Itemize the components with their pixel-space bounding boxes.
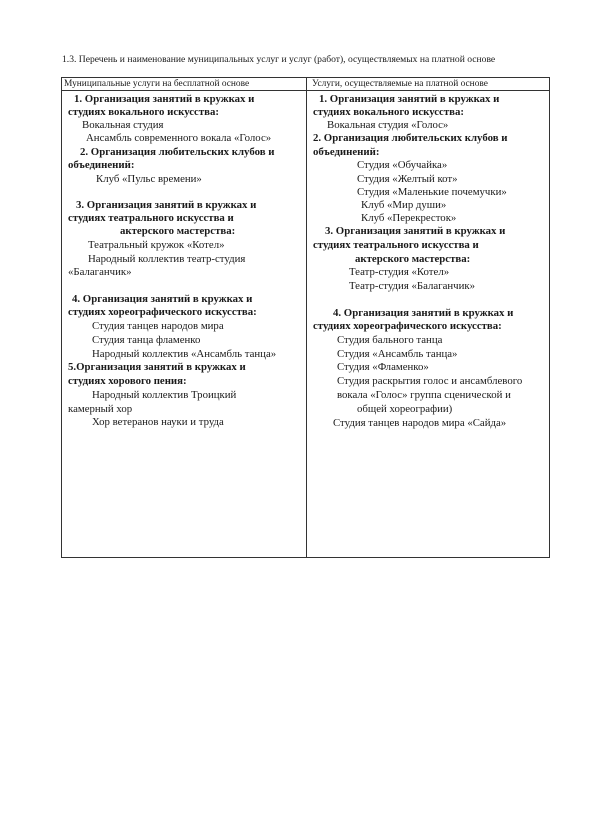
paid-line: актерского мастерства: [355,253,471,265]
free-line: студиях вокального искусства: [68,106,219,118]
free-line: 5.Организация занятий в кружках и [68,361,246,373]
paid-line: Вокальная студия «Голос» [327,119,449,131]
free-line: Народный коллектив театр-студия [88,253,246,265]
paid-line: Клуб «Перекресток» [361,212,457,224]
paid-line: объединений: [313,146,380,158]
free-line: Вокальная студия [82,119,164,131]
paid-line: 3. Организация занятий в кружках и [325,225,506,237]
paid-line: студиях театрального искусства и [313,239,479,251]
paid-line: студиях вокального искусства: [313,106,464,118]
paid-line: Театр-студия «Котел» [349,266,450,278]
free-line: 2. Организация любительских клубов и [80,146,275,158]
paid-line: Студия танцев народов мира «Сайда» [333,417,507,429]
paid-line: Студия «Желтый кот» [357,173,458,185]
free-line: Хор ветеранов науки и труда [92,416,224,428]
paid-line: Студия «Маленькие почемучки» [357,186,507,198]
free-line: Народный коллектив Троицкий [92,389,237,401]
free-line: актерского мастерства: [120,225,236,237]
free-line: объединений: [68,159,135,171]
free-line: студиях театрального искусства и [68,212,234,224]
free-line: студиях хорового пения: [68,375,187,387]
paid-line: Студия бального танца [337,334,443,346]
free-line: Студия танцев народов мира [92,320,224,332]
free-line: Клуб «Пульс времени» [96,173,202,185]
free-services-cell [62,91,306,557]
free-line: Театральный кружок «Котел» [88,239,225,251]
paid-line: Клуб «Мир души» [361,199,447,211]
paid-services-header: Услуги, осуществляемые на платной основе [312,79,488,89]
section-heading: 1.3. Перечень и наименование муниципальных услуг и услуг (работ), осуществляемых на платной основе [62,54,496,65]
free-line: Ансамбль современного вокала «Голос» [86,132,272,144]
free-line: Народный коллектив «Ансамбль танца» [92,348,277,360]
paid-line: 4. Организация занятий в кружках и [333,307,514,319]
free-line: 1. Организация занятий в кружках и [74,93,255,105]
paid-line: студиях хореографического искусства: [313,320,502,332]
paid-line: вокала «Голос» группа сценической и [337,389,511,401]
paid-line: Студия раскрытия голос и ансамблевого [337,375,523,387]
paid-line: Студия «Ансамбль танца» [337,348,458,360]
paid-line: Студия «Фламенко» [337,361,429,373]
paid-line: 1. Организация занятий в кружках и [319,93,500,105]
free-line: Студия танца фламенко [92,334,201,346]
paid-line: общей хореографии) [357,403,453,415]
paid-line: Театр-студия «Балаганчик» [349,280,476,292]
free-services-header: Муниципальные услуги на бесплатной основе [64,79,250,89]
free-line: 4. Организация занятий в кружках и [72,293,253,305]
paid-line: 2. Организация любительских клубов и [313,132,508,144]
paid-services-cell [307,91,549,557]
paid-line: Студия «Обучайка» [357,159,448,171]
services-table [61,77,550,558]
free-line: камерный хор [68,403,133,415]
free-line: «Балаганчик» [68,266,132,278]
free-line: студиях хореографического искусства: [68,306,257,318]
free-line: 3. Организация занятий в кружках и [76,199,257,211]
